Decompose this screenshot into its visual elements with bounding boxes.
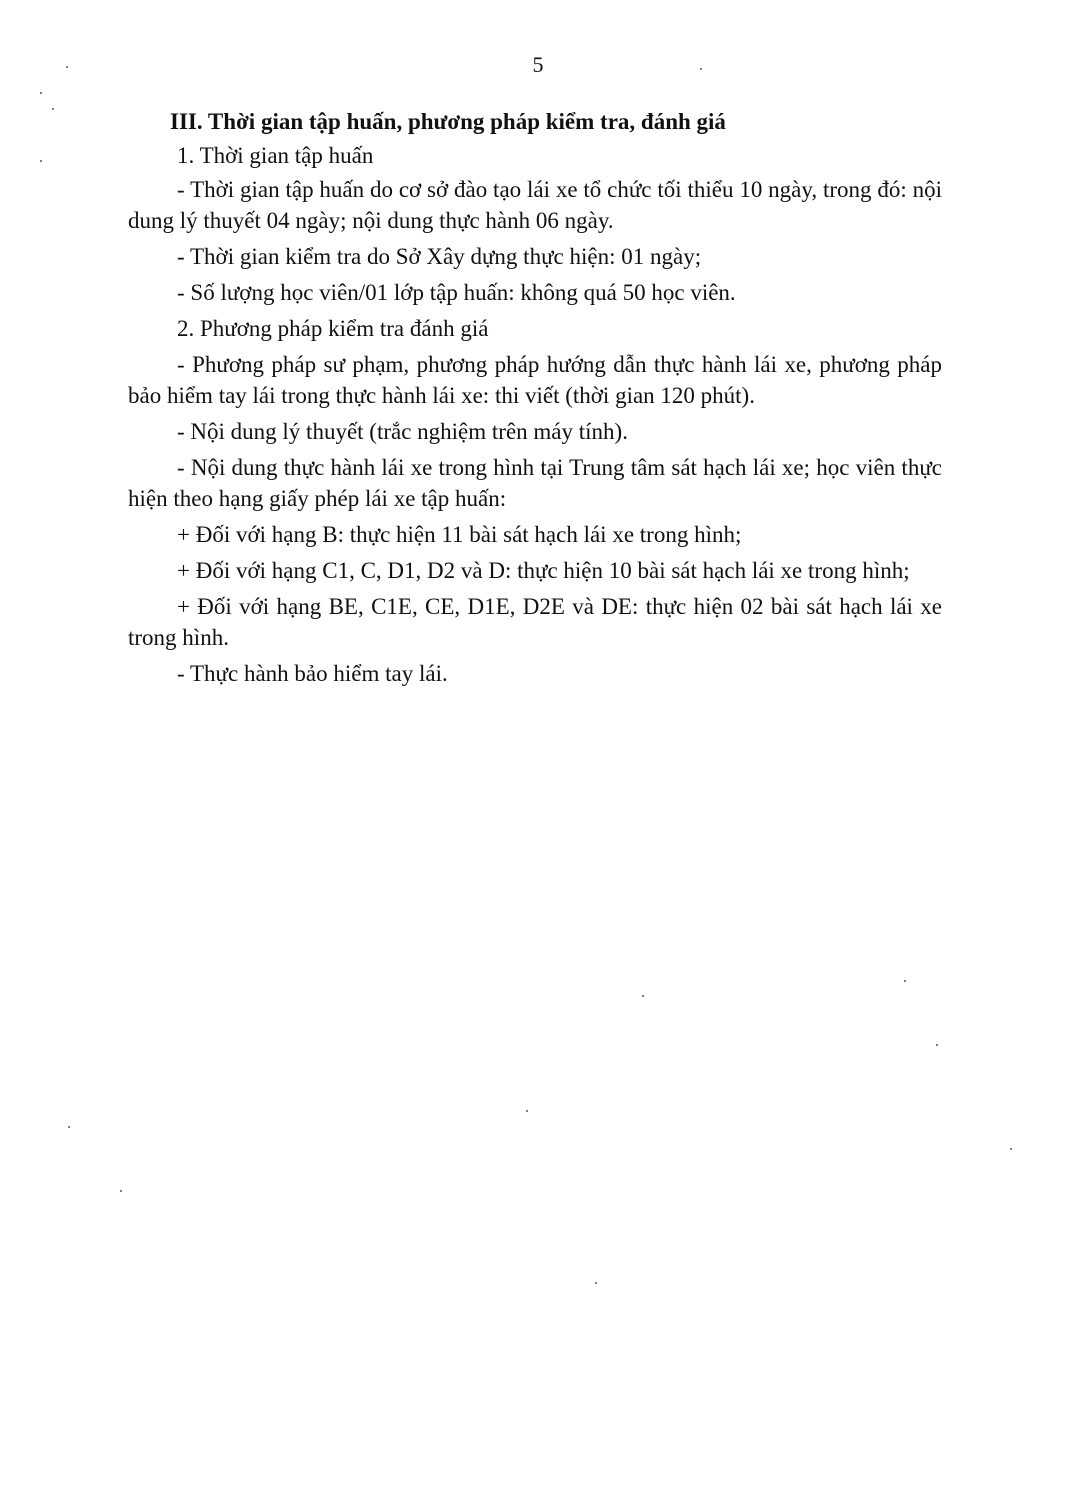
scan-speck [595, 1282, 597, 1284]
scan-speck [52, 108, 54, 110]
paragraph-steering-practice: - Thực hành bảo hiểm tay lái. [177, 661, 448, 686]
subsection-heading-assessment-method: 2. Phương pháp kiểm tra đánh giá [177, 316, 489, 341]
scan-speck [700, 68, 702, 70]
scan-speck [936, 1044, 938, 1046]
document-body [128, 106, 942, 689]
list-item-class-b: + Đối với hạng B: thực hiện 11 bài sát hạch lái xe trong hình; [177, 522, 742, 547]
scan-speck [40, 92, 42, 94]
scan-speck [68, 1126, 70, 1128]
scan-speck [66, 66, 68, 68]
paragraph-practical-test: - Nội dung thực hành lái xe trong hình tại Trung tâm sát hạch lái xe; học viên thực hiện theo hạng giấy phép lái xe tập huấn: [128, 455, 942, 511]
subsection-heading-training-time: 1. Thời gian tập huấn [177, 143, 374, 168]
scan-speck [120, 1190, 122, 1192]
list-item-class-c-d: + Đối với hạng C1, C, D1, D2 và D: thực hiện 10 bài sát hạch lái xe trong hình; [177, 558, 910, 583]
scan-speck [1010, 1148, 1012, 1150]
scan-speck [642, 995, 644, 997]
scan-speck [40, 160, 42, 162]
page-number: 5 [532, 52, 544, 77]
paragraph-theory-test: - Nội dung lý thuyết (trắc nghiệm trên máy tính). [177, 419, 628, 444]
scan-speck [526, 1110, 528, 1112]
section-heading: III. Thời gian tập huấn, phương pháp kiểm tra, đánh giá [170, 109, 726, 134]
paragraph-training-duration: - Thời gian tập huấn do cơ sở đào tạo lái xe tổ chức tối thiểu 10 ngày, trong đó: nội dung lý thuyết 04 ngày; nội dung thực hành 06 ngày. [128, 177, 942, 233]
list-item-class-e: + Đối với hạng BE, C1E, CE, D1E, D2E và DE: thực hiện 02 bài sát hạch lái xe trong hình. [128, 594, 942, 650]
paragraph-written-exam: - Phương pháp sư phạm, phương pháp hướng dẫn thực hành lái xe, phương pháp bảo hiểm tay lái trong thực hành lái xe: thi viết (thời gian 120 phút). [128, 352, 942, 408]
paragraph-exam-time: - Thời gian kiểm tra do Sở Xây dựng thực hiện: 01 ngày; [177, 244, 702, 269]
scan-speck [904, 980, 906, 982]
paragraph-class-size: - Số lượng học viên/01 lớp tập huấn: không quá 50 học viên. [177, 280, 736, 305]
